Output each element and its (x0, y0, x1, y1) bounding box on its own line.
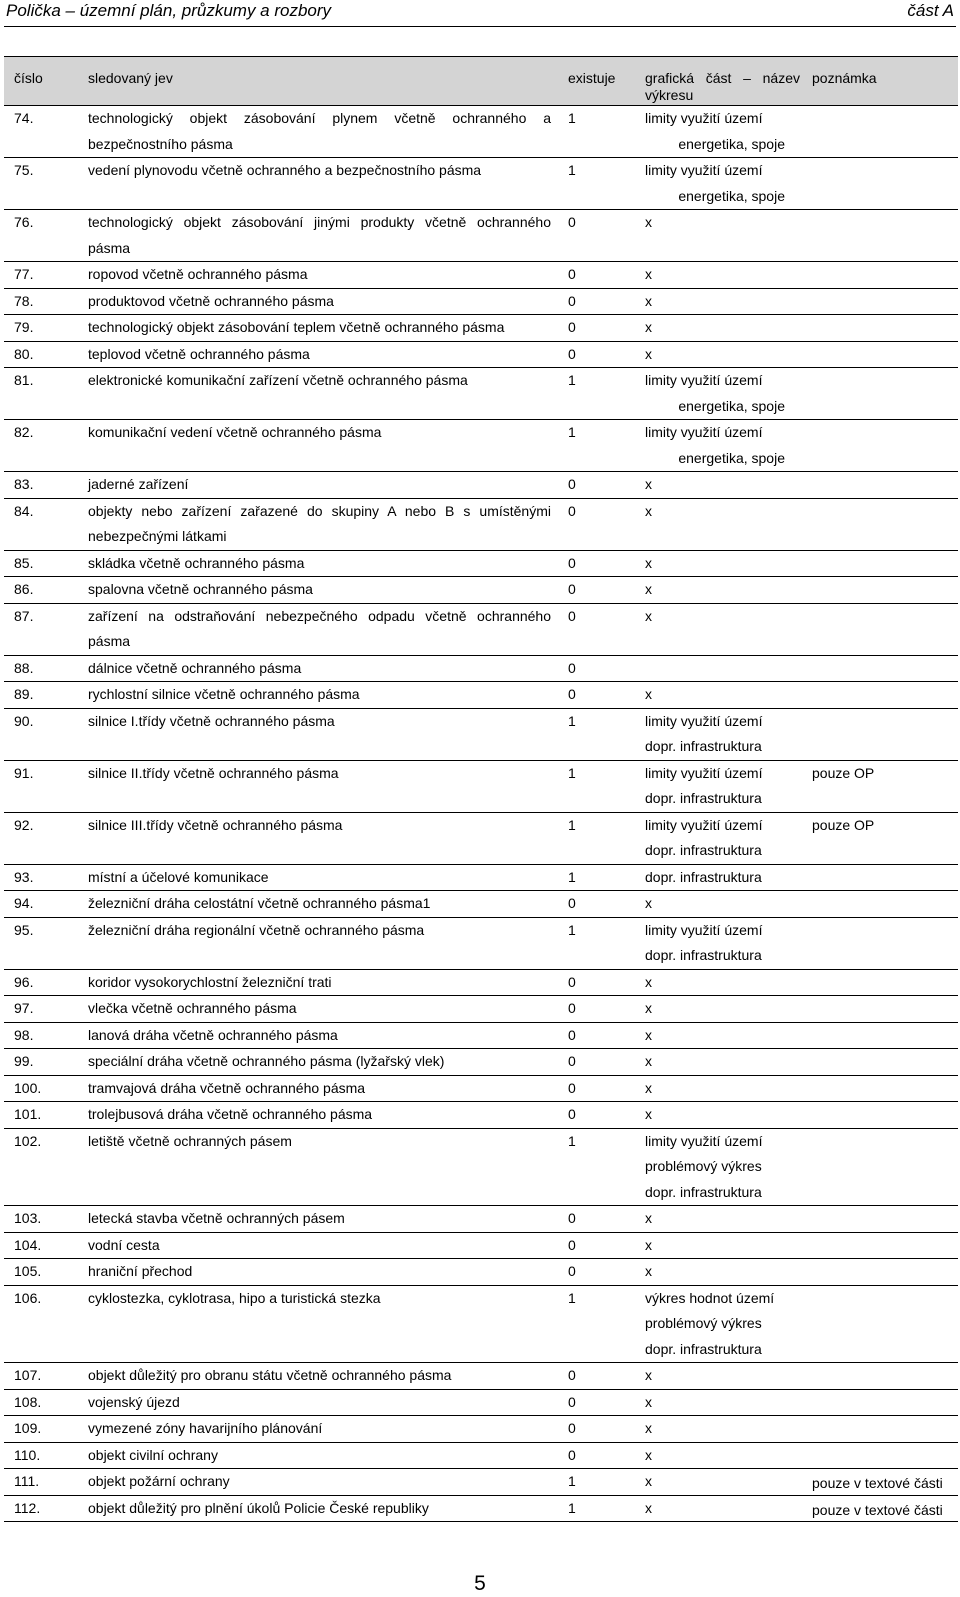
row-exists: 0 (563, 1075, 640, 1102)
table-row (4, 812, 958, 864)
row-note (800, 1128, 958, 1206)
graphic-part-line: x (645, 1420, 652, 1436)
graphic-part-line: limity využití území (645, 110, 763, 126)
graphic-part-line: x (645, 345, 652, 362)
row-note (800, 864, 958, 891)
row-phenomenon: skládka včetně ochranného pásma (75, 550, 563, 577)
row-graphic-part (640, 996, 800, 1023)
row-phenomenon: hraniční přechod (75, 1259, 563, 1286)
row-number: 86. (4, 577, 75, 604)
row-graphic-part (640, 864, 800, 891)
row-exists: 1 (563, 368, 640, 420)
row-note (800, 1232, 958, 1259)
row-phenomenon: letiště včetně ochranných pásem (75, 1128, 563, 1206)
row-phenomenon: objekt civilní ochrany (75, 1442, 563, 1469)
row-exists: 0 (563, 550, 640, 577)
table-row (4, 1206, 958, 1233)
row-phenomenon: železniční dráha regionální včetně ochranného pásma (75, 917, 563, 969)
page-header (4, 0, 956, 27)
row-number: 109. (4, 1416, 75, 1443)
row-note (800, 603, 958, 655)
row-phenomenon: cyklostezka, cyklotrasa, hipo a turistická stezka (75, 1285, 563, 1363)
row-exists: 0 (563, 341, 640, 368)
row-graphic-part (640, 1442, 800, 1469)
table-row (4, 603, 958, 655)
document-part: část A (907, 1, 954, 20)
row-number: 93. (4, 864, 75, 891)
row-exists: 1 (563, 420, 640, 472)
graphic-part-line: x (645, 973, 652, 990)
row-note (800, 1049, 958, 1076)
row-number: 77. (4, 262, 75, 289)
graphic-part-line: x (645, 1263, 652, 1279)
graphic-part-line: dopr. infrastruktura (645, 790, 762, 806)
row-note (800, 550, 958, 577)
page-number: 5 (474, 1572, 486, 1595)
row-note (800, 368, 958, 420)
table-row (4, 1416, 958, 1443)
table-row (4, 1022, 958, 1049)
row-graphic-part (640, 158, 800, 210)
graphic-part-line: x (645, 1393, 652, 1410)
row-phenomenon: komunikační vedení včetně ochranného pásma (75, 420, 563, 472)
row-exists: 1 (563, 158, 640, 210)
row-note (800, 262, 958, 289)
row-exists: 0 (563, 655, 640, 682)
row-number: 110. (4, 1442, 75, 1469)
row-note (800, 158, 958, 210)
column-header-note: poznámka (800, 57, 958, 106)
row-phenomenon: silnice III.třídy včetně ochranného pásma (75, 812, 563, 864)
graphic-part-line: x (645, 554, 652, 571)
row-note (800, 106, 958, 158)
table-row (4, 1469, 958, 1496)
row-phenomenon: speciální dráha včetně ochranného pásma (lyžařský vlek) (75, 1049, 563, 1076)
row-graphic-part (640, 1285, 800, 1363)
table-header-row (4, 57, 958, 106)
row-exists: 0 (563, 288, 640, 315)
graphic-part-line: energetika, spoje (678, 187, 785, 204)
row-number: 97. (4, 996, 75, 1023)
row-phenomenon: lanová dráha včetně ochranného pásma (75, 1022, 563, 1049)
row-graphic-part (640, 760, 800, 812)
row-phenomenon: vymezené zóny havarijního plánování (75, 1416, 563, 1443)
row-note (800, 1075, 958, 1102)
row-graphic-part (640, 1495, 800, 1522)
table-row (4, 420, 958, 472)
graphic-part-line: limity využití území (645, 372, 763, 388)
row-exists: 0 (563, 891, 640, 918)
row-number: 91. (4, 760, 75, 812)
row-phenomenon: místní a účelové komunikace (75, 864, 563, 891)
table-row (4, 1128, 958, 1206)
row-graphic-part (640, 498, 800, 550)
table-row (4, 864, 958, 891)
graphic-part-line: x (645, 686, 652, 702)
graphic-part-line: limity využití území (645, 424, 763, 440)
row-note (800, 682, 958, 709)
graphic-part-line: x (645, 1026, 652, 1043)
table-body (4, 106, 958, 1522)
row-note (800, 1206, 958, 1233)
row-number: 80. (4, 341, 75, 368)
row-graphic-part (640, 1075, 800, 1102)
table-row (4, 472, 958, 499)
row-graphic-part (640, 262, 800, 289)
row-number: 92. (4, 812, 75, 864)
row-exists: 1 (563, 1469, 640, 1496)
row-note (800, 996, 958, 1023)
row-phenomenon: ropovod včetně ochranného pásma (75, 262, 563, 289)
table-row (4, 1232, 958, 1259)
row-phenomenon: vojenský újezd (75, 1389, 563, 1416)
row-phenomenon: silnice I.třídy včetně ochranného pásma (75, 708, 563, 760)
row-phenomenon: tramvajová dráha včetně ochranného pásma (75, 1075, 563, 1102)
row-number: 81. (4, 368, 75, 420)
column-header-number: číslo (4, 57, 75, 106)
row-phenomenon: produktovod včetně ochranného pásma (75, 288, 563, 315)
graphic-part-line: dopr. infrastruktura (645, 1183, 762, 1200)
graphic-part-line: x (645, 1210, 652, 1226)
table-row (4, 550, 958, 577)
row-exists: 0 (563, 1232, 640, 1259)
table-row (4, 969, 958, 996)
row-number: 75. (4, 158, 75, 210)
row-note: pouze v textové části (800, 1495, 958, 1522)
table-row (4, 996, 958, 1023)
row-number: 102. (4, 1128, 75, 1206)
row-phenomenon: vodní cesta (75, 1232, 563, 1259)
row-graphic-part (640, 106, 800, 158)
row-number: 103. (4, 1206, 75, 1233)
row-graphic-part (640, 708, 800, 760)
row-note: pouze v textové části (800, 1469, 958, 1496)
table-row (4, 341, 958, 368)
row-number: 83. (4, 472, 75, 499)
row-graphic-part (640, 1232, 800, 1259)
graphic-part-line: x (645, 476, 652, 492)
table-row (4, 368, 958, 420)
row-graphic-part (640, 1389, 800, 1416)
row-phenomenon: rychlostní silnice včetně ochranného pásma (75, 682, 563, 709)
table-row (4, 1495, 958, 1522)
row-exists: 1 (563, 1128, 640, 1206)
row-phenomenon: elektronické komunikační zařízení včetně ochranného pásma (75, 368, 563, 420)
row-note (800, 1259, 958, 1286)
row-graphic-part (640, 969, 800, 996)
graphic-part-line: x (645, 1000, 652, 1016)
row-exists: 1 (563, 708, 640, 760)
row-phenomenon: silnice II.třídy včetně ochranného pásma (75, 760, 563, 812)
row-number: 79. (4, 315, 75, 342)
row-number: 98. (4, 1022, 75, 1049)
row-exists: 0 (563, 210, 640, 262)
row-phenomenon: zařízení na odstraňování nebezpečného odpadu včetně ochranného pásma (75, 603, 563, 655)
row-note (800, 969, 958, 996)
graphic-part-line: x (645, 895, 652, 911)
row-note (800, 891, 958, 918)
row-phenomenon: objekty nebo zařízení zařazené do skupiny A nebo B s umístěnými nebezpečnými látkami (75, 498, 563, 550)
row-graphic-part (640, 1416, 800, 1443)
row-note (800, 1285, 958, 1363)
table-row (4, 1259, 958, 1286)
row-phenomenon: dálnice včetně ochranného pásma (75, 655, 563, 682)
table-row (4, 262, 958, 289)
row-number: 84. (4, 498, 75, 550)
graphic-part-line: x (645, 1106, 652, 1122)
row-graphic-part (640, 577, 800, 604)
row-phenomenon: jaderné zařízení (75, 472, 563, 499)
row-exists: 0 (563, 996, 640, 1023)
graphic-part-line: x (645, 502, 652, 519)
row-graphic-part (640, 603, 800, 655)
row-graphic-part (640, 1022, 800, 1049)
graphic-part-line: výkres hodnot území (645, 1289, 775, 1306)
graphic-part-line: x (645, 1367, 652, 1383)
table-row (4, 655, 958, 682)
row-graphic-part (640, 288, 800, 315)
graphic-part-line: dopr. infrastruktura (645, 947, 762, 963)
row-number: 106. (4, 1285, 75, 1363)
table-row (4, 1075, 958, 1102)
row-exists: 1 (563, 1285, 640, 1363)
row-note (800, 1389, 958, 1416)
table-row (4, 708, 958, 760)
row-phenomenon: koridor vysokorychlostní železniční trati (75, 969, 563, 996)
row-note (800, 1102, 958, 1129)
row-note (800, 917, 958, 969)
row-number: 100. (4, 1075, 75, 1102)
row-note (800, 1416, 958, 1443)
graphic-part-line: x (645, 1473, 652, 1489)
graphic-part-line: limity využití území (645, 1132, 763, 1149)
row-graphic-part (640, 1206, 800, 1233)
row-number: 94. (4, 891, 75, 918)
row-exists: 0 (563, 1442, 640, 1469)
row-note (800, 655, 958, 682)
row-phenomenon: spalovna včetně ochranného pásma (75, 577, 563, 604)
row-number: 105. (4, 1259, 75, 1286)
graphic-part-line: limity využití území (645, 712, 763, 729)
row-phenomenon: letecká stavba včetně ochranných pásem (75, 1206, 563, 1233)
row-graphic-part (640, 1128, 800, 1206)
row-phenomenon: objekt důležitý pro obranu státu včetně ochranného pásma (75, 1363, 563, 1390)
row-graphic-part (640, 550, 800, 577)
row-exists: 0 (563, 577, 640, 604)
row-note (800, 420, 958, 472)
table-row (4, 288, 958, 315)
row-note: pouze OP (800, 760, 958, 812)
graphic-part-line: x (645, 1236, 652, 1253)
row-exists: 0 (563, 969, 640, 996)
row-note (800, 1442, 958, 1469)
row-exists: 0 (563, 498, 640, 550)
column-header-exists: existuje (563, 57, 640, 106)
row-note: pouze OP (800, 812, 958, 864)
row-phenomenon: objekt požární ochrany (75, 1469, 563, 1496)
graphic-part-line: x (645, 266, 652, 282)
row-number: 76. (4, 210, 75, 262)
row-number: 82. (4, 420, 75, 472)
table-row (4, 891, 958, 918)
row-exists: 0 (563, 1363, 640, 1390)
row-exists: 0 (563, 1389, 640, 1416)
graphic-part-line: dopr. infrastruktura (645, 738, 762, 754)
row-number: 89. (4, 682, 75, 709)
graphic-part-line: energetika, spoje (678, 449, 785, 466)
graphic-part-line: problémový výkres (645, 1158, 762, 1174)
row-graphic-part (640, 368, 800, 420)
row-exists: 1 (563, 917, 640, 969)
graphic-part-line: x (645, 1499, 652, 1516)
row-number: 74. (4, 106, 75, 158)
row-number: 111. (4, 1469, 75, 1496)
row-exists: 0 (563, 682, 640, 709)
row-graphic-part (640, 655, 800, 682)
row-note (800, 577, 958, 604)
row-phenomenon: technologický objekt zásobování jinými produkty včetně ochranného pásma (75, 210, 563, 262)
row-phenomenon: trolejbusová dráha včetně ochranného pásma (75, 1102, 563, 1129)
table-row (4, 1363, 958, 1390)
table-row (4, 917, 958, 969)
row-exists: 0 (563, 1102, 640, 1129)
row-note (800, 498, 958, 550)
row-graphic-part (640, 1102, 800, 1129)
row-graphic-part (640, 917, 800, 969)
column-header-graphic-part: grafická část – název výkresu (640, 57, 800, 106)
row-graphic-part (640, 420, 800, 472)
row-exists: 0 (563, 1416, 640, 1443)
row-graphic-part (640, 1049, 800, 1076)
table-row (4, 1442, 958, 1469)
row-note (800, 341, 958, 368)
row-graphic-part (640, 315, 800, 342)
table-row (4, 577, 958, 604)
row-exists: 1 (563, 864, 640, 891)
row-phenomenon: vlečka včetně ochranného pásma (75, 996, 563, 1023)
row-graphic-part (640, 1259, 800, 1286)
graphic-part-line: limity využití území (645, 764, 763, 781)
column-header-phenomenon: sledovaný jev (75, 57, 563, 106)
graphic-part-line: problémový výkres (645, 1315, 762, 1331)
phenomena-table (4, 56, 958, 1522)
row-exists: 0 (563, 262, 640, 289)
row-exists: 0 (563, 315, 640, 342)
table-row (4, 158, 958, 210)
row-note (800, 1022, 958, 1049)
table-row (4, 1049, 958, 1076)
row-graphic-part (640, 341, 800, 368)
row-exists: 0 (563, 1049, 640, 1076)
row-exists: 0 (563, 472, 640, 499)
row-number: 101. (4, 1102, 75, 1129)
row-phenomenon: železniční dráha celostátní včetně ochranného pásma1 (75, 891, 563, 918)
row-number: 95. (4, 917, 75, 969)
table-row (4, 1102, 958, 1129)
graphic-part-line: x (645, 319, 652, 335)
row-note (800, 210, 958, 262)
row-number: 85. (4, 550, 75, 577)
row-note (800, 1363, 958, 1390)
graphic-part-line: x (645, 1053, 652, 1069)
table-row (4, 315, 958, 342)
row-number: 88. (4, 655, 75, 682)
table-row (4, 498, 958, 550)
row-phenomenon: objekt důležitý pro plnění úkolů Policie České republiky (75, 1495, 563, 1522)
row-graphic-part (640, 891, 800, 918)
graphic-part-line: x (645, 607, 652, 624)
graphic-part-line: x (645, 1079, 652, 1096)
row-note (800, 288, 958, 315)
table-row (4, 106, 958, 158)
row-number: 104. (4, 1232, 75, 1259)
row-note (800, 315, 958, 342)
graphic-part-line: x (645, 214, 652, 230)
row-number: 99. (4, 1049, 75, 1076)
graphic-part-line: energetika, spoje (678, 397, 785, 414)
table-row (4, 1285, 958, 1363)
row-phenomenon: vedení plynovodu včetně ochranného a bezpečnostního pásma (75, 158, 563, 210)
row-number: 87. (4, 603, 75, 655)
row-exists: 0 (563, 603, 640, 655)
row-graphic-part (640, 210, 800, 262)
row-graphic-part (640, 682, 800, 709)
row-phenomenon: technologický objekt zásobování plynem včetně ochranného a bezpečnostního pásma (75, 106, 563, 158)
graphic-part-line: dopr. infrastruktura (645, 1340, 762, 1357)
row-exists: 1 (563, 760, 640, 812)
table-row (4, 1389, 958, 1416)
row-exists: 0 (563, 1022, 640, 1049)
row-number: 107. (4, 1363, 75, 1390)
row-number: 112. (4, 1495, 75, 1522)
graphic-part-line: x (645, 1446, 652, 1463)
row-phenomenon: technologický objekt zásobování teplem včetně ochranného pásma (75, 315, 563, 342)
table-row (4, 760, 958, 812)
graphic-part-line: limity využití území (645, 921, 763, 938)
graphic-part-line: limity využití území (645, 162, 763, 178)
row-note (800, 708, 958, 760)
graphic-part-line: energetika, spoje (678, 135, 785, 152)
table-row (4, 210, 958, 262)
document-title: Polička – územní plán, průzkumy a rozbory (6, 1, 332, 20)
row-number: 78. (4, 288, 75, 315)
row-number: 90. (4, 708, 75, 760)
row-exists: 1 (563, 812, 640, 864)
row-exists: 1 (563, 106, 640, 158)
table-row (4, 682, 958, 709)
graphic-part-line: limity využití území (645, 816, 763, 833)
row-exists: 1 (563, 1495, 640, 1522)
row-graphic-part (640, 1363, 800, 1390)
row-graphic-part (640, 472, 800, 499)
row-exists: 0 (563, 1206, 640, 1233)
graphic-part-line: x (645, 292, 652, 309)
row-exists: 0 (563, 1259, 640, 1286)
row-phenomenon: teplovod včetně ochranného pásma (75, 341, 563, 368)
row-note (800, 472, 958, 499)
graphic-part-line: x (645, 581, 652, 597)
row-number: 108. (4, 1389, 75, 1416)
row-graphic-part (640, 812, 800, 864)
row-graphic-part (640, 1469, 800, 1496)
graphic-part-line: dopr. infrastruktura (645, 842, 762, 858)
row-number: 96. (4, 969, 75, 996)
graphic-part-line: dopr. infrastruktura (645, 868, 762, 885)
